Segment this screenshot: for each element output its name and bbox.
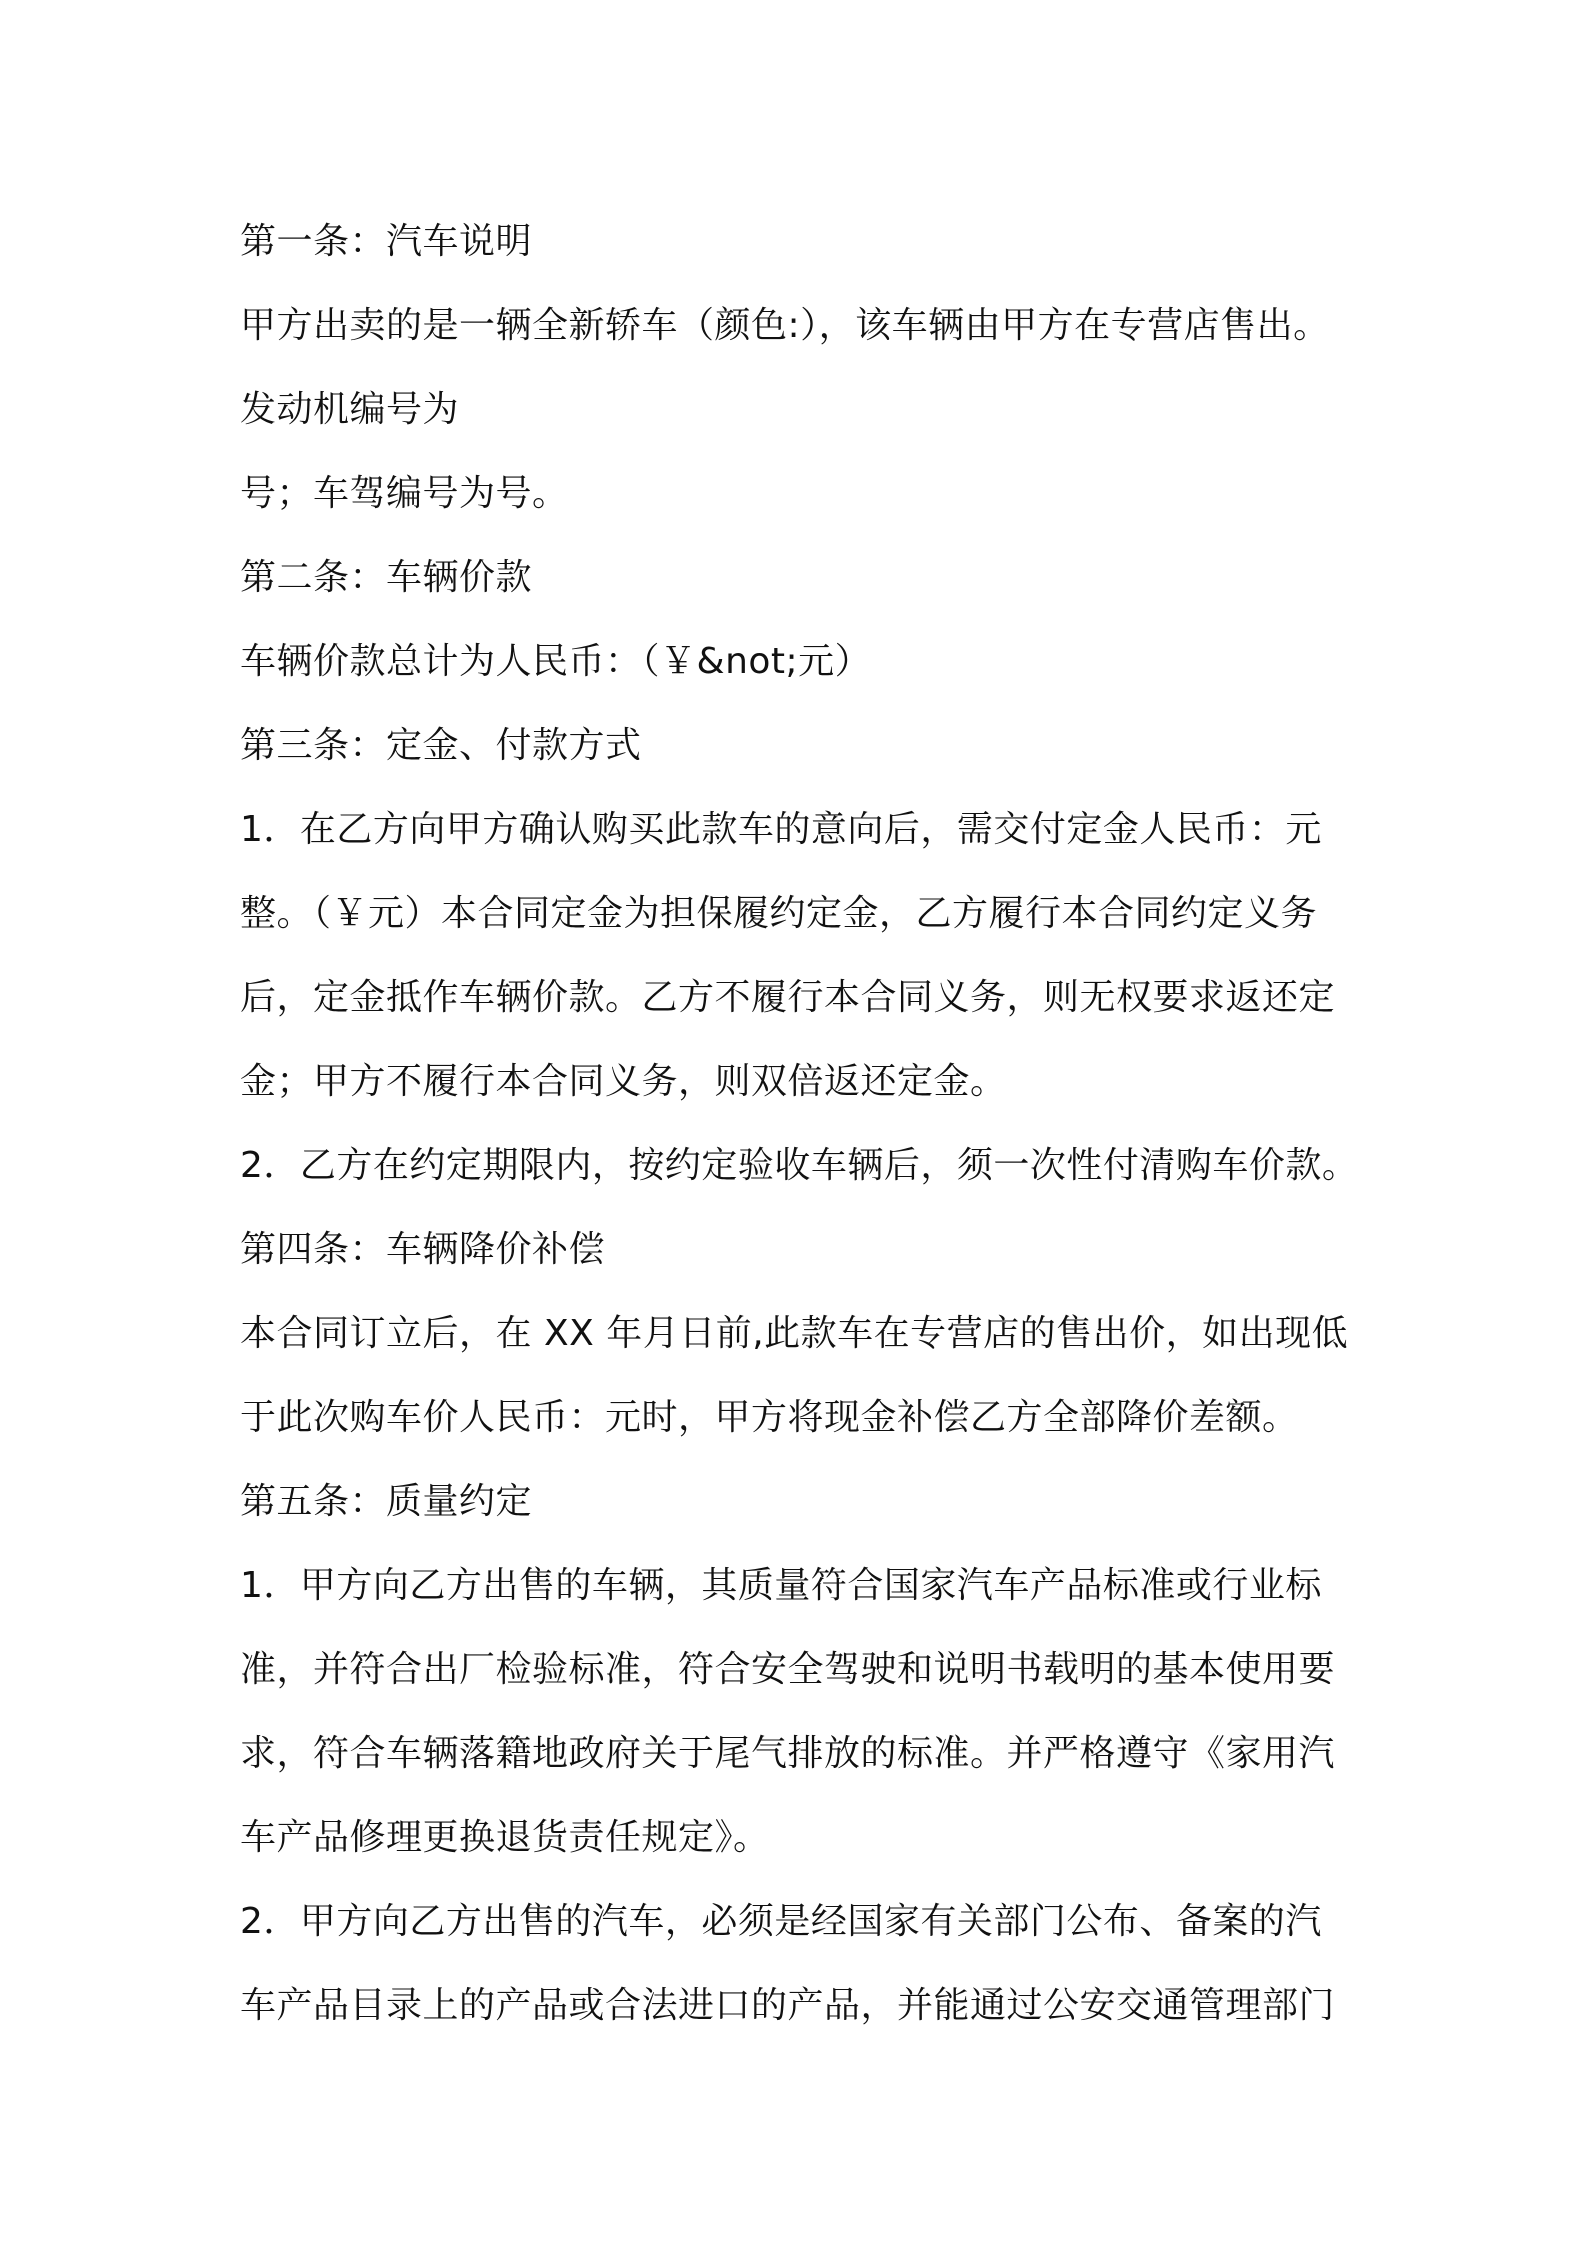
paragraph-line: 1．甲方向乙方出售的车辆，其质量符合国家汽车产品标准或行业标 <box>240 1565 1322 1606</box>
paragraph-line: 2．乙方在约定期限内，按约定验收车辆后，须一次性付清购车价款。 <box>240 1145 1359 1186</box>
paragraph-line: 求，符合车辆落籍地政府关于尾气排放的标准。并严格遵守《家用汽 <box>240 1733 1336 1774</box>
paragraph-line: 金；甲方不履行本合同义务，则双倍返还定金。 <box>240 1061 1007 1102</box>
article-3-heading: 第三条：定金、付款方式 <box>240 725 642 766</box>
paragraph-line: 甲方出卖的是一辆全新轿车（颜色:），该车辆由甲方在专营店售出。 <box>240 305 1330 346</box>
paragraph-line: 后，定金抵作车辆价款。乙方不履行本合同义务，则无权要求返还定 <box>240 977 1336 1018</box>
paragraph-line: 车产品修理更换退货责任规定》。 <box>240 1817 770 1858</box>
article-1-heading: 第一条：汽车说明 <box>240 221 533 262</box>
paragraph-line: 准，并符合出厂检验标准，符合安全驾驶和说明书载明的基本使用要 <box>240 1649 1336 1690</box>
paragraph-line: 于此次购车价人民币：元时，甲方将现金补偿乙方全部降价差额。 <box>240 1397 1299 1438</box>
paragraph-line: 本合同订立后，在 XX 年月日前,此款车在专营店的售出价，如出现低 <box>240 1313 1349 1354</box>
paragraph-line: 2．甲方向乙方出售的汽车，必须是经国家有关部门公布、备案的汽 <box>240 1901 1322 1942</box>
paragraph-line: 号；车驾编号为号。 <box>240 473 569 514</box>
paragraph-line: 1．在乙方向甲方确认购买此款车的意向后，需交付定金人民币：元 <box>240 809 1322 850</box>
article-5-heading: 第五条：质量约定 <box>240 1481 533 1522</box>
paragraph-line: 发动机编号为 <box>240 389 460 430</box>
paragraph-line: 车辆价款总计为人民币：（￥&not;元） <box>240 641 872 682</box>
article-2-heading: 第二条：车辆价款 <box>240 557 533 598</box>
paragraph-line: 整。（￥元）本合同定金为担保履约定金，乙方履行本合同约定义务 <box>240 893 1318 934</box>
paragraph-line: 车产品目录上的产品或合法进口的产品，并能通过公安交通管理部门 <box>240 1985 1336 2026</box>
document-body <box>240 200 1360 2048</box>
article-4-heading: 第四条：车辆降价补偿 <box>240 1229 606 1270</box>
